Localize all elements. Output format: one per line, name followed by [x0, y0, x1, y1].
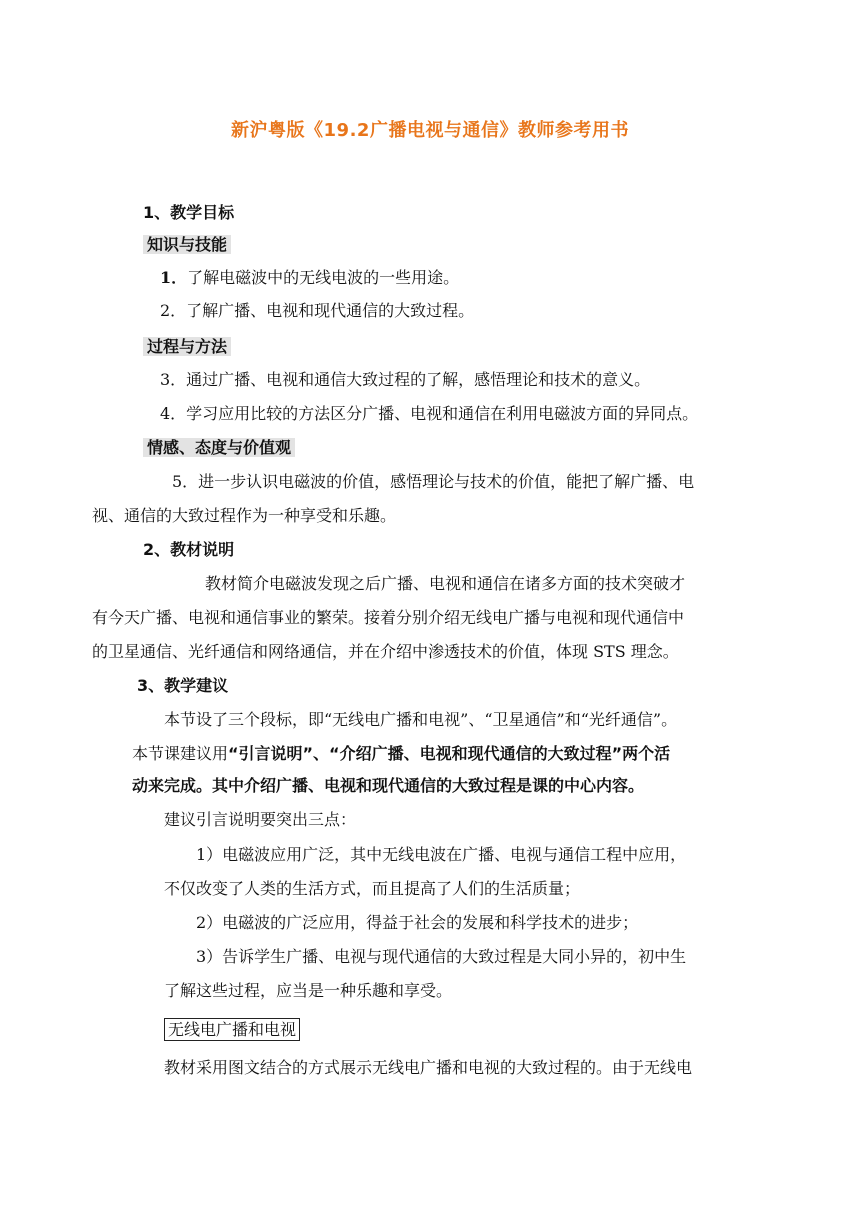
point-1-line-2: 不仅改变了人类的生活方式，而且提高了人们的生活质量； [164, 879, 581, 898]
subheading-knowledge [143, 233, 231, 257]
suggestions-line-1: 本节设了三个段标，即“无线电广播和电视”、“卫星通信”和“光纤通信”。 [164, 710, 678, 729]
subheading-knowledge-label: 知识与技能 [143, 235, 231, 254]
objective-item-5-line-2: 视、通信的大致过程作为一种享受和乐趣。 [92, 506, 397, 525]
subheading-process [143, 335, 231, 359]
page-title: 新沪粤版《19.2广播电视与通信》教师参考用书 [231, 120, 629, 141]
section-heading-material: 2、教材说明 [143, 540, 235, 559]
objective-item-5-line-1: 5．进一步认识电磁波的价值，感悟理论与技术的价值，能把了解广播、电 [172, 472, 695, 491]
material-paragraph-line-3: 的卫星通信、光纤通信和网络通信，并在介绍中渗透技术的价值，体现 STS 理念。 [92, 642, 679, 661]
objective-item-4: 4．学习应用比较的方法区分广播、电视和通信在利用电磁波方面的异同点。 [160, 404, 699, 423]
point-2: 2）电磁波的广泛应用，得益于社会的发展和科学技术的进步； [196, 913, 639, 932]
objective-item-3: 3．通过广播、电视和通信大致过程的了解，感悟理论和技术的意义。 [160, 370, 651, 389]
subheading-emotion [143, 436, 295, 460]
point-1-line-1: 1）电磁波应用广泛，其中无线电波在广播、电视与通信工程中应用， [196, 845, 687, 864]
material-paragraph-line-1: 教材简介电磁波发现之后广播、电视和通信在诸多方面的技术突破才 [205, 574, 686, 593]
suggestions-line-2 [132, 742, 670, 766]
subheading-emotion-label: 情感、态度与价值观 [143, 438, 295, 457]
objective-item-1-text: 了解电磁波中的无线电波的一些用途。 [187, 268, 460, 287]
suggestions-line-2-plain: 本节课建议用 [132, 744, 229, 763]
radio-tv-heading-label: 无线电广播和电视 [164, 1018, 300, 1041]
material-paragraph-line-2: 有今天广播、电视和通信事业的繁荣。接着分别介绍无线电广播与电视和现代通信中 [92, 608, 685, 627]
section-heading-suggestions: 3、教学建议 [137, 676, 229, 695]
radio-tv-heading [164, 1018, 300, 1042]
radio-tv-paragraph-line-1: 教材采用图文结合的方式展示无线电广播和电视的大致过程的。由于无线电 [164, 1058, 693, 1077]
objective-item-2: 2．了解广播、电视和现代通信的大致过程。 [160, 301, 475, 320]
objective-item-1 [160, 266, 459, 290]
suggestions-line-3: 动来完成。其中介绍广播、电视和现代通信的大致过程是课的中心内容。 [132, 776, 645, 795]
subheading-process-label: 过程与方法 [143, 337, 231, 356]
suggestions-line-4: 建议引言说明要突出三点： [164, 810, 357, 829]
suggestions-line-2-bold: “引言说明”、“介绍广播、电视和现代通信的大致过程”两个活 [228, 744, 671, 763]
point-3-line-2: 了解这些过程，应当是一种乐趣和享受。 [164, 981, 453, 1000]
objective-item-1-number: 1． [160, 268, 188, 287]
point-3-line-1: 3）告诉学生广播、电视与现代通信的大致过程是大同小异的，初中生 [196, 947, 687, 966]
section-heading-objectives: 1、教学目标 [143, 203, 235, 222]
